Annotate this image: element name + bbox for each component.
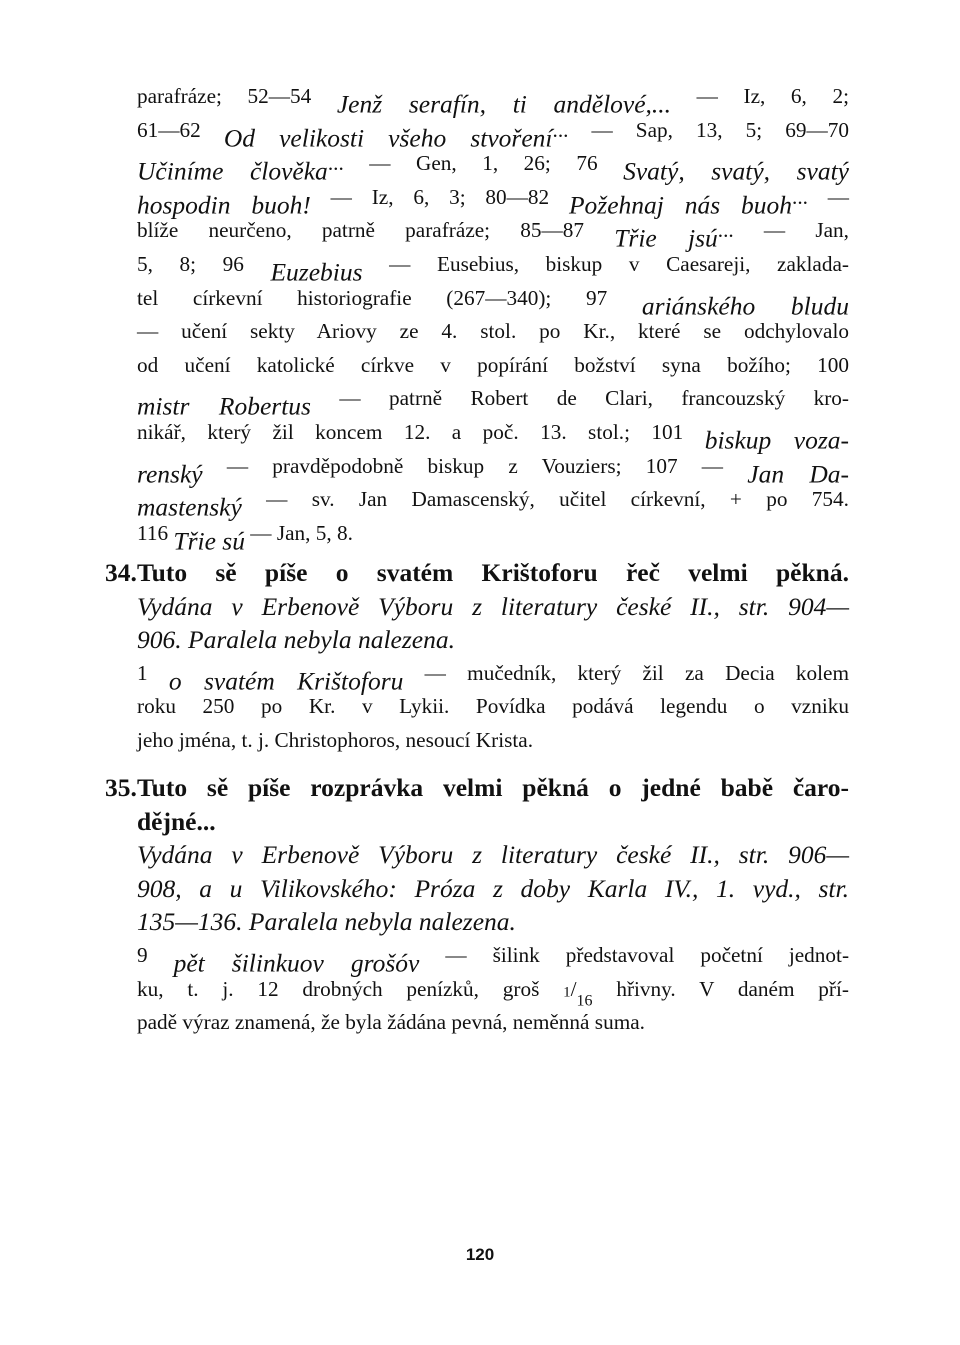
text-run: — Jan, 5, 8. <box>244 520 353 545</box>
section-number: 34. <box>105 558 137 587</box>
text-line <box>137 315 849 349</box>
text-run: 1 <box>137 660 169 685</box>
italic-citation: Od velikosti všeho stvoření <box>223 123 553 153</box>
italic-citation: 908, a u Vilikovského: Próza z doby Karla IV., 1. vyd., str. <box>137 873 849 903</box>
text-line <box>137 483 849 522</box>
text-run: — učení sekty Ariovy ze 4. stol. po Kr., které se odchylovalo <box>137 319 849 344</box>
italic-citation: Třie jsú <box>614 223 718 253</box>
text-line <box>137 724 849 758</box>
text-line <box>137 623 849 657</box>
section-title: Tuto sě píše o svatém Krištoforu řeč velmi pěkná. <box>137 558 849 587</box>
text-run: nikář, který žil koncem 12. a poč. 13. stol.; 101 <box>137 419 705 444</box>
section-notes <box>137 590 849 758</box>
text-line <box>137 214 849 253</box>
section-34 <box>105 556 850 758</box>
fraction-denominator: 16 <box>576 992 593 1010</box>
text-run: 61—62 <box>137 117 224 142</box>
text-run: — Iz, 6, 2; <box>671 84 849 108</box>
text-line <box>137 905 849 939</box>
text-line <box>137 248 849 287</box>
section-number: 35. <box>105 773 137 802</box>
text-run: roku 250 po Kr. v Lykii. Povídka podává legendu o vzniku <box>137 694 849 719</box>
italic-citation: hospodin buoh! <box>137 190 311 220</box>
text-line <box>137 657 850 696</box>
text-run: — patrně Robert de Clari, francouzský kro- <box>310 386 849 411</box>
italic-citation: biskup voza- <box>704 425 849 455</box>
italic-citation: o svatém Krištoforu <box>168 666 404 696</box>
page-number: 120 <box>465 1245 495 1264</box>
text-run: od učení katolické církve v popírání božství syna božího; 100 <box>137 352 849 377</box>
text-line <box>137 382 849 421</box>
text-run: ku, t. j. 12 drobných penízků, groš <box>137 976 564 1001</box>
italic-citation: 906. Paralela nebyla nalezena. <box>137 625 455 655</box>
text-line <box>137 872 849 906</box>
italic-citation: mastenský <box>137 492 242 522</box>
italic-citation: pět šilinkuov grošóv <box>173 948 420 978</box>
text-run: / <box>570 976 577 1001</box>
text-run: ... — Sap, 13, 5; 69—70 <box>552 117 850 142</box>
text-run: hřivny. V daném pří- <box>592 976 849 1001</box>
text-line <box>137 349 849 383</box>
text-run: — Eusebius, biskup v Caesareji, zaklada- <box>362 251 849 276</box>
italic-citation: Svatý, svatý, svatý <box>623 156 849 186</box>
text-run: — mučedník, který žil za Decia kolem <box>403 660 850 685</box>
text-run: — sv. Jan Damascenský, učitel církevní, + po 754. <box>241 487 849 512</box>
text-run: — šilink představoval početní jednot- <box>419 942 850 967</box>
text-run: blíže neurčeno, patrně parafráze; 85—87 <box>137 218 615 243</box>
text-run: padě výraz znamená, že byla žádána pevná, neměnná suma. <box>137 1010 645 1035</box>
text-line <box>137 590 849 624</box>
italic-citation: mistr Robertus <box>137 391 311 421</box>
text-run: — pravděpodobně biskup z Vouziers; 107 — <box>202 453 748 478</box>
italic-citation: Třie sú <box>173 526 245 556</box>
commentary-block <box>137 80 850 556</box>
italic-citation: Jan Da- <box>747 459 849 489</box>
text-run: 9 <box>137 942 174 967</box>
text-run: 5, 8; 96 <box>137 251 271 276</box>
text-line <box>137 181 850 220</box>
text-run: jeho jména, t. j. Christophoros, nesoucí Krista. <box>137 727 534 752</box>
text-line <box>137 973 849 1010</box>
italic-citation: Jenž serafín, ti andělové,... <box>336 89 672 119</box>
italic-citation: Vydána v Erbenově Výboru z literatury české II., str. 906— <box>137 840 849 870</box>
text-line <box>137 690 849 724</box>
text-run: ... — Gen, 1, 26; 76 <box>327 151 624 176</box>
section-heading <box>105 771 849 805</box>
text-run: ... — Jan, <box>717 218 849 243</box>
section-notes <box>137 838 849 1040</box>
text-run: — Iz, 6, 3; 80—82 <box>310 184 569 209</box>
italic-citation: Vydána v Erbenově Výboru z literatury české II., str. 904— <box>137 591 849 621</box>
text-line <box>137 939 850 978</box>
text-line <box>137 147 849 186</box>
italic-citation: 135—136. Paralela nebyla nalezena. <box>137 907 516 937</box>
section-35 <box>105 771 850 1040</box>
text-run: 116 <box>137 520 174 545</box>
text-run: ... — <box>792 184 850 209</box>
text-line <box>137 450 849 489</box>
section-heading <box>105 556 849 590</box>
italic-citation: Euzebius <box>270 257 363 287</box>
italic-citation: Učiníme člověka <box>137 156 328 186</box>
text-run: parafráze; 52—54 <box>137 84 337 108</box>
text-line <box>137 416 849 455</box>
fraction-numerator: 1 <box>563 984 571 1001</box>
section-title: dějné... <box>137 806 216 836</box>
text-line <box>137 282 850 321</box>
section-title-continuation <box>137 805 849 839</box>
text-line <box>137 80 849 119</box>
text-run: tel církevní historiografie (267—340); 97 <box>137 285 642 310</box>
italic-citation: renský <box>137 459 203 489</box>
text-line <box>137 1006 849 1040</box>
text-line <box>137 838 849 872</box>
text-line <box>137 517 849 556</box>
section-title: Tuto sě píše rozprávka velmi pěkná o jedné babě čaro- <box>137 773 849 802</box>
italic-citation: Požehnaj nás buoh <box>568 190 793 220</box>
italic-citation: ariánského bludu <box>641 291 850 321</box>
text-line <box>137 114 850 153</box>
